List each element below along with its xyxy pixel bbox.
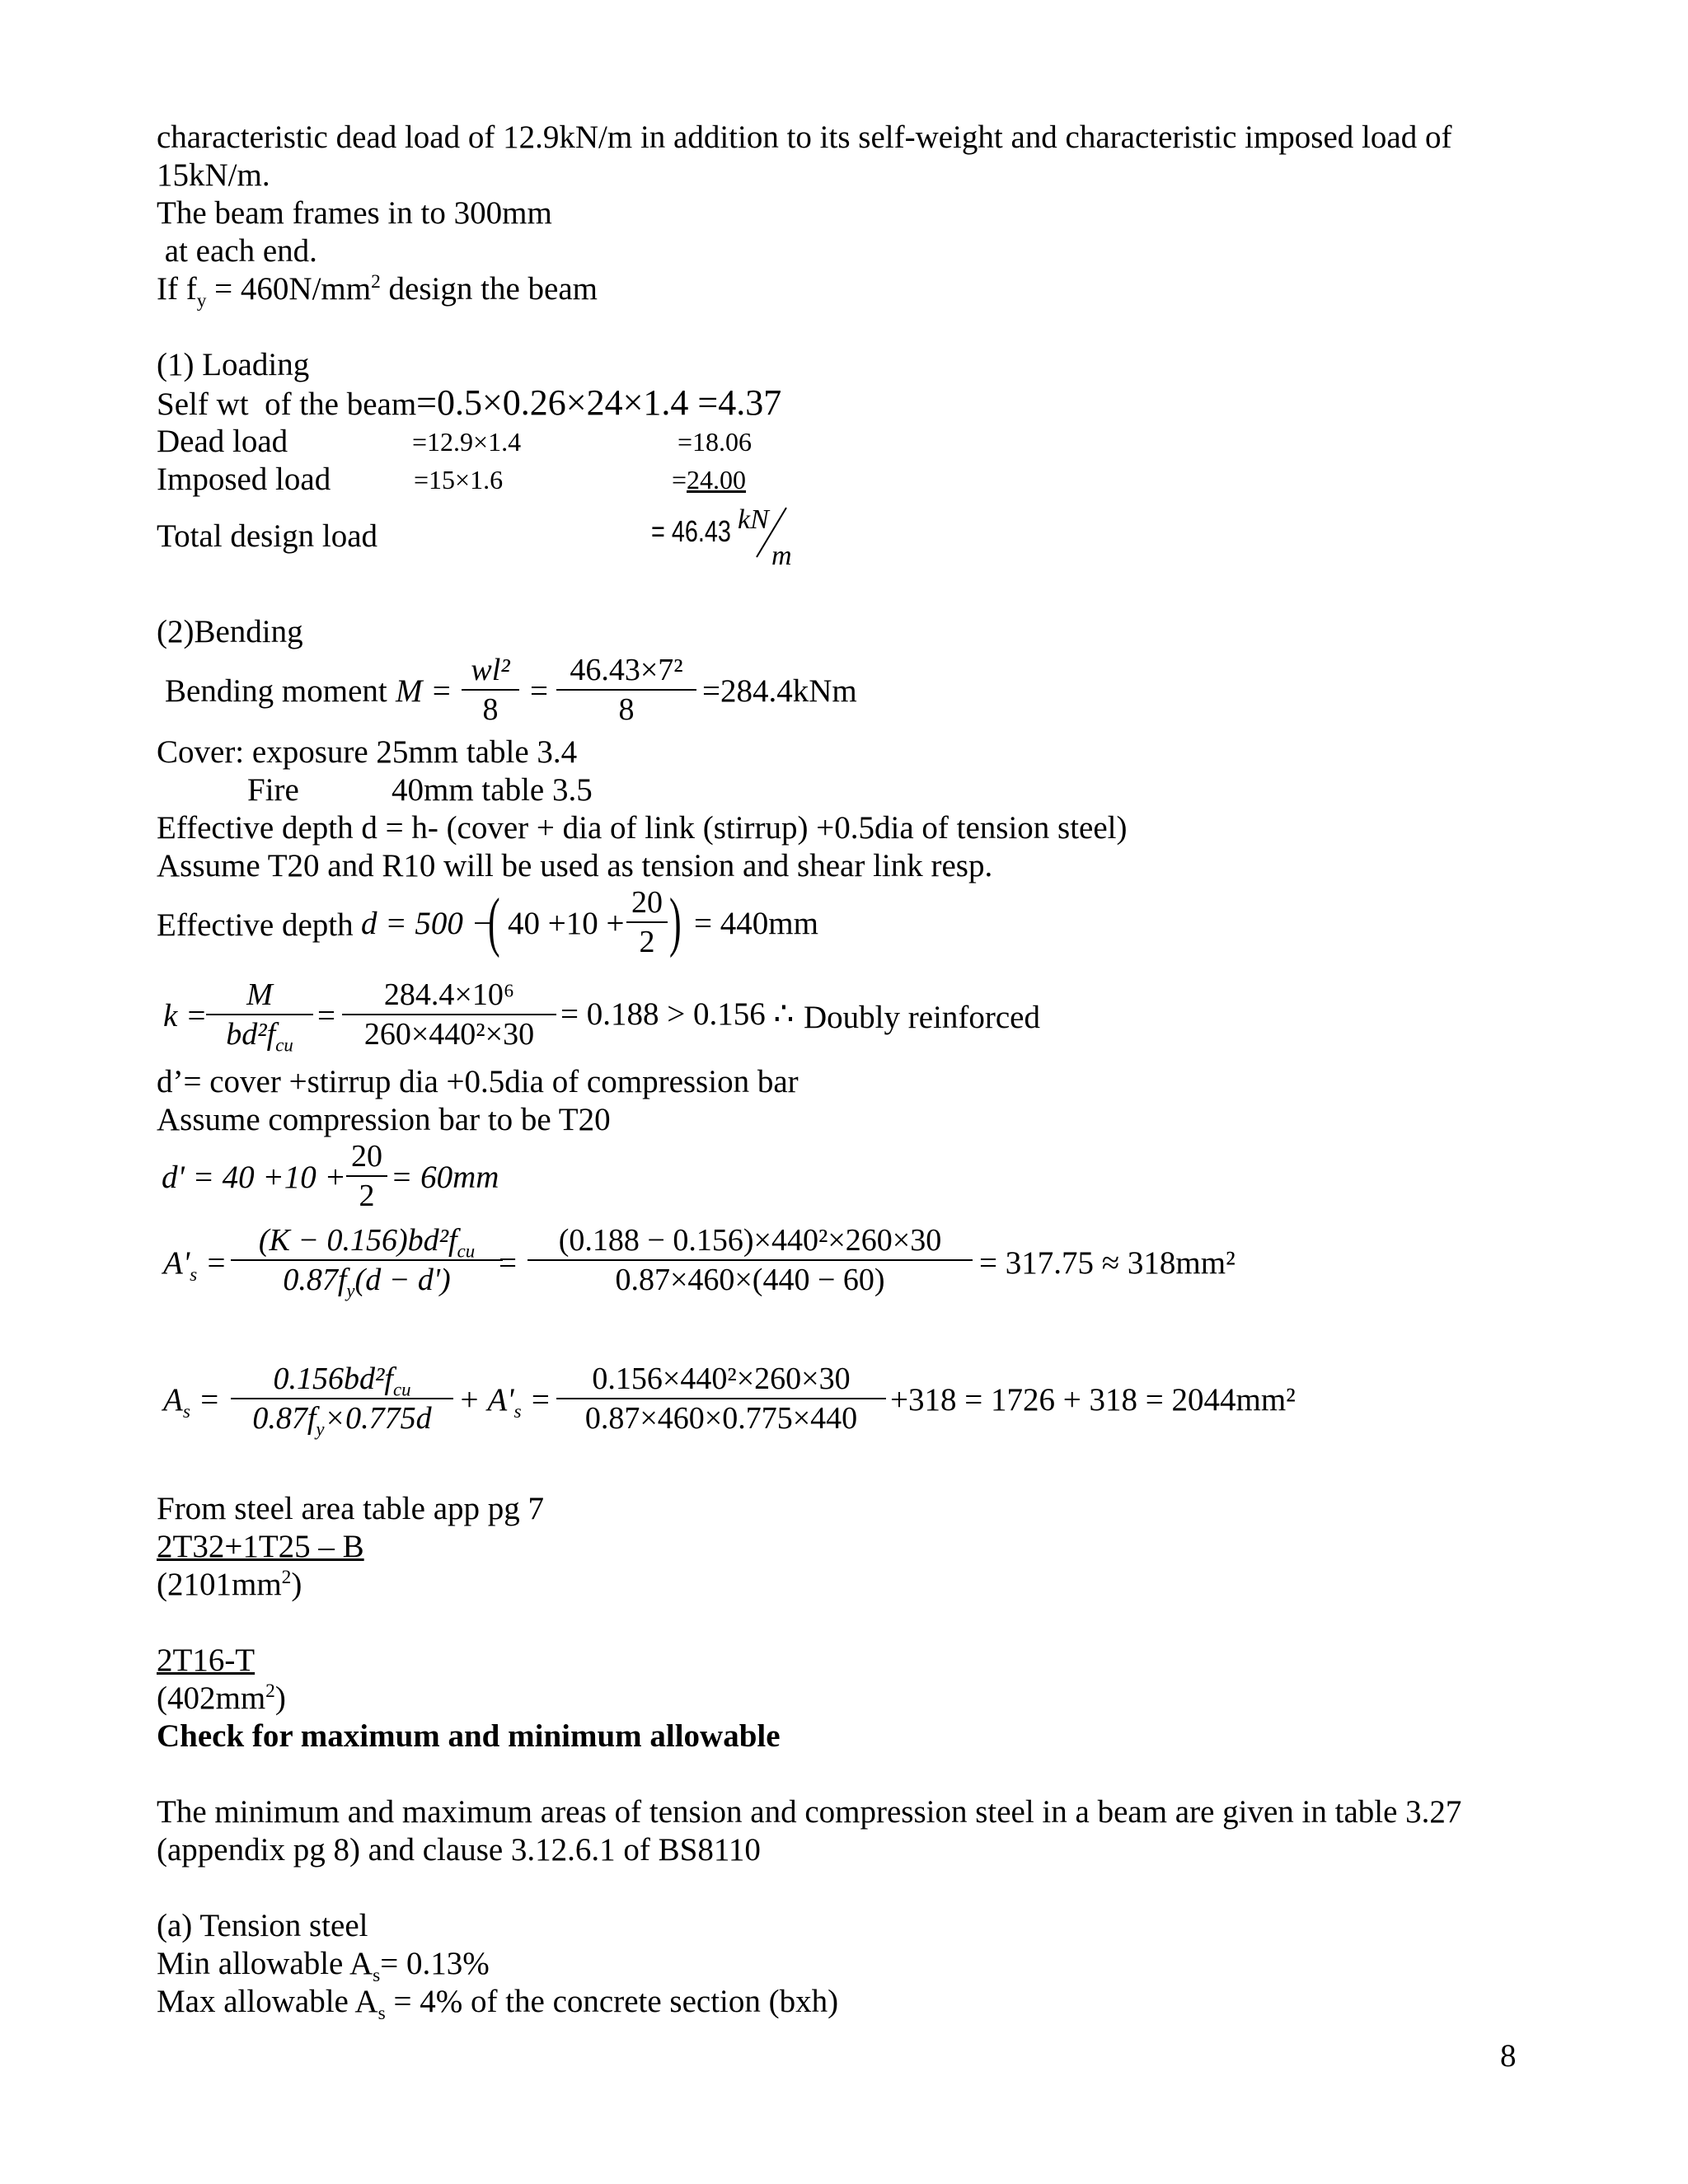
left-paren: ( [488,886,500,958]
para-line-1: The minimum and maximum areas of tension and compression steel in a beam are given in table 3.27 [157,1794,1462,1830]
num-text: 0.156bd²f [273,1361,393,1396]
bending-heading: (2)Bending [157,614,303,649]
den-post: ×0.775d [324,1401,432,1436]
den-text: 0.87f [283,1263,347,1297]
text: Min allowable A [157,1946,373,1981]
intro-line-5 [157,270,598,312]
text: design the beam [380,271,598,307]
assume-comp: Assume compression bar to be T20 [157,1102,611,1137]
bottom-bars: 2T32+1T25 – B [157,1529,364,1564]
tension-heading: (a) Tension steel [157,1908,368,1943]
imposed-value: 24.00 [687,465,747,494]
eff-depth-def: Effective depth d = h- (cover + dia of link (stirrup) +0.5dia of tension steel) [157,810,1128,846]
top-bars: 2T16-T [157,1643,256,1678]
denominator: 2 [639,925,655,959]
var: A [163,1382,183,1418]
text: = 460N/mm [206,271,372,307]
imposed-load-value [672,461,746,499]
cover-line: Cover: exposure 25mm table 3.4 [157,734,578,770]
num-sub: cu [392,1379,411,1400]
text: Max allowable A [157,1984,378,2019]
as-prime-result: = 317.75 ≈ 318mm² [979,1245,1236,1281]
k-note: Doubly reinforced [804,1000,1040,1035]
as-var: $A_s$ = [163,1382,221,1422]
as-frac-1 [231,1360,453,1440]
equals: = [317,998,335,1033]
k-frac-2 [342,976,556,1053]
from-table: From steel area table app pg 7 [157,1491,544,1526]
numerator: wl² [471,653,510,687]
denominator: 260×440²×30 [363,1017,535,1052]
denominator: 0.87×460×(440 − 60) [615,1263,885,1297]
loading-heading: (1) Loading [157,347,310,382]
moment-label: Bending moment [165,673,387,709]
moment-frac-1 [462,651,519,729]
var-sub: s [190,1263,198,1286]
denominator: 0.87×460×0.775×440 [584,1401,858,1436]
para-line-2: (appendix pg 8) and clause 3.12.6.1 of BS8110 [157,1832,761,1868]
subscript: s [373,1964,381,1986]
bottom-area [157,1566,302,1604]
total-unit-num: kN [738,504,769,535]
den-text: bd²f [226,1017,276,1052]
subscript: y [196,289,207,312]
as-prime-frac-2 [528,1221,973,1299]
denominator: 2 [359,1179,375,1213]
self-wt-label: Self wt of the beam [157,387,417,422]
check-heading: Check for maximum and minimum allowable [157,1718,781,1754]
superscript: 2 [371,271,381,293]
denominator [206,1015,313,1056]
var: A' [163,1245,190,1281]
num-text: (K − 0.156)bd²f [258,1223,457,1258]
superscript: 2 [265,1680,275,1702]
text: (402mm [157,1680,266,1716]
den-sub: y [316,1418,325,1440]
as-plus: + $A'_s$ = [458,1382,551,1422]
numerator: 46.43×7² [570,653,683,687]
imposed-load-expr: =15×1.6 [414,465,504,494]
denominator: 8 [482,692,499,727]
den-text: 0.87f [252,1401,316,1436]
text: If f [157,271,197,307]
text: = 4% of the concrete section (bxh) [385,1984,839,2019]
denominator: 8 [618,692,635,727]
dead-load-value: =18.06 [678,427,753,457]
total-load-label: Total design load [157,518,378,554]
numerator [231,1221,503,1262]
self-wt-expr: =0.5×0.26×24×1.4 =4.37 [416,382,782,423]
numerator: 20 [631,885,663,920]
intro-line-4: at each end. [157,233,317,269]
as-frac-2 [556,1360,886,1437]
var-sub: s [182,1400,190,1422]
numerator [231,1360,453,1398]
numerator: (0.188 − 0.156)×440²×260×30 [558,1223,942,1258]
plus-sub: s [513,1400,522,1422]
den-sub: y [346,1280,355,1301]
den-sub: cu [275,1034,293,1056]
subscript: s [377,2002,386,2024]
intro-line-3: The beam frames in to 300mm [157,195,552,231]
text: ) [291,1567,302,1602]
numerator: M [246,977,273,1012]
superscript: 2 [281,1567,292,1588]
min-allowable [157,1945,490,1986]
right-paren: ) [669,886,682,958]
fire-value: 40mm table 3.5 [392,772,593,808]
dprime-def: d’= cover +stirrup dia +0.5dia of compression bar [157,1064,799,1099]
total-unit-den: m [771,541,792,571]
equals: = [499,1245,517,1281]
text: (2101mm [157,1567,282,1602]
as-prime-var: $A'_s$ = [163,1245,227,1286]
denominator [231,1399,453,1440]
moment-frac-2 [556,651,696,729]
k-var: k = [163,998,208,1033]
page-number: 8 [1500,2038,1517,2074]
plus-text: + A' [458,1382,514,1418]
eff-depth-frac [626,883,668,961]
eff-depth-pre: d = 500 − [361,906,493,941]
denominator [231,1261,503,1299]
self-wt-row [157,384,781,424]
moment-result: =284.4kNm [702,673,857,709]
intro-line-2: 15kN/m. [157,157,270,193]
dprime-result: = 60mm [391,1160,499,1195]
max-allowable [157,1983,839,2024]
imposed-load-label: Imposed load [157,462,331,497]
den-post: (d − d') [354,1263,451,1297]
total-load-value: = 46.43 [651,514,731,548]
eff-depth-result: = 440mm [694,906,818,941]
intro-line-1: characteristic dead load of 12.9kN/m in addition to its self-weight and characteristic imposed load of [157,120,1452,155]
text: ) [274,1680,286,1716]
k-frac-1 [206,976,313,1056]
dprime-pre: d' = 40 +10 + [162,1160,346,1195]
fire-label: Fire [247,772,299,808]
numerator: 20 [351,1139,382,1174]
num-sub: cu [457,1240,476,1262]
dead-load-label: Dead load [157,424,288,459]
top-area [157,1680,286,1718]
as-result: +318 = 1726 + 318 = 2044mm² [890,1382,1296,1418]
as-prime-frac-1 [231,1221,503,1299]
eff-depth-label: Effective depth [157,907,354,943]
equals: = [672,465,687,494]
dprime-frac [346,1137,387,1215]
assume-line: Assume T20 and R10 will be used as tension and shear link resp. [157,848,993,883]
eff-depth-inner: 40 +10 + [508,906,625,941]
numerator: 284.4×10⁶ [383,977,515,1012]
text: = 0.13% [380,1946,490,1981]
moment-var: M = [396,673,452,709]
numerator: 0.156×440²×260×30 [592,1361,851,1396]
k-result: = 0.188 > 0.156 ∴ [560,996,795,1032]
equals: = [530,673,548,709]
dead-load-expr: =12.9×1.4 [412,427,522,457]
